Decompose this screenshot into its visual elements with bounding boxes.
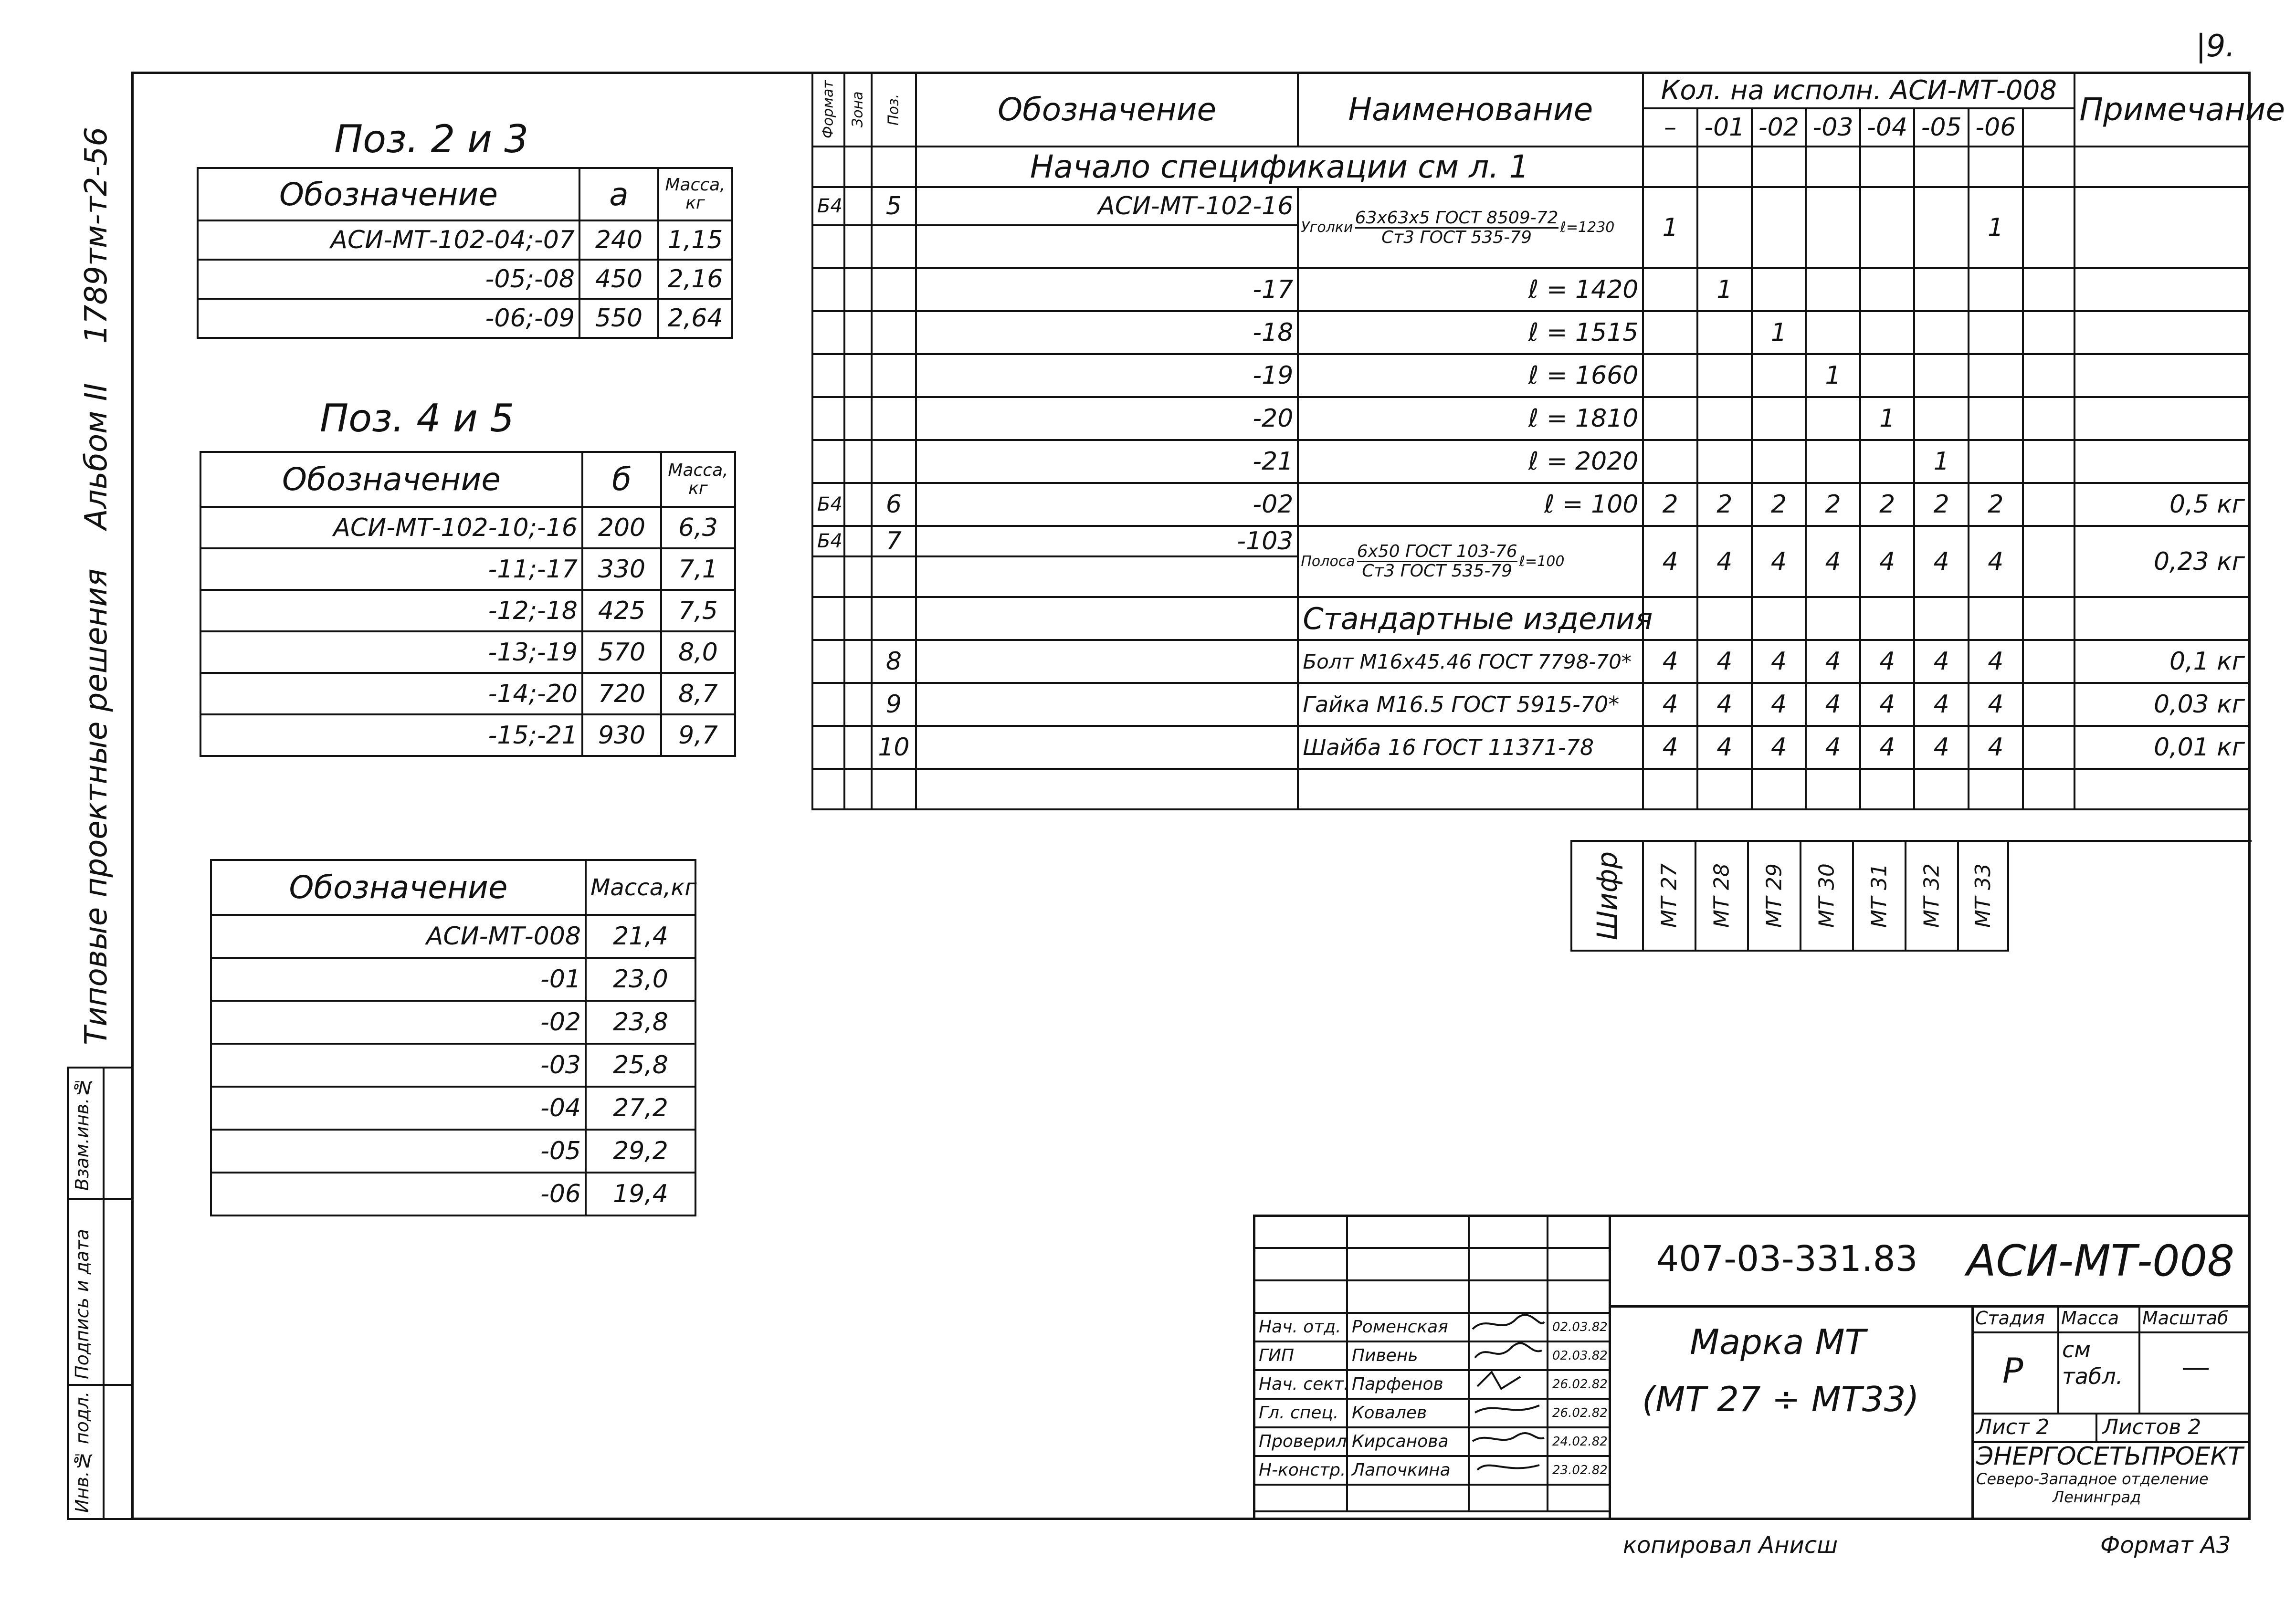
- table-cell: 19,4: [586, 1173, 695, 1215]
- spec-name-strip: [1298, 526, 1643, 597]
- cipher-cell: МТ 33: [1958, 841, 2008, 951]
- qty-cell: [1860, 268, 1915, 311]
- table-cell: 200: [582, 507, 661, 548]
- qty-cell: 4: [1860, 683, 1915, 726]
- signatures-svg: [1468, 1310, 1547, 1482]
- table-cell: -11;-17: [200, 548, 582, 590]
- qty-cell: [1643, 397, 1697, 440]
- qty-cell: 4: [1969, 526, 2023, 597]
- table-cell: 2,16: [658, 260, 732, 299]
- spec-length: ℓ = 1810: [1298, 397, 1643, 440]
- signer-role: Проверил: [1254, 1427, 1347, 1456]
- spec-note: 0,23 кг: [2074, 526, 2250, 597]
- qty-cell: 4: [1969, 640, 2023, 683]
- exec-header: -01: [1697, 108, 1752, 147]
- qty-cell: [1806, 440, 1860, 483]
- col-qty: Кол. на исполн. АСИ-МТ-008: [1643, 73, 2074, 108]
- cipher-cell: МТ 32: [1906, 841, 1958, 951]
- spec-pos: 6: [872, 483, 916, 526]
- table-cell: АСИ-МТ-102-04;-07: [198, 220, 579, 260]
- qty-cell: 4: [1752, 526, 1806, 597]
- spec-length: ℓ = 1515: [1298, 311, 1643, 354]
- spec-name-top: 6х50 ГОСТ 103-76: [1357, 542, 1517, 561]
- col-zone: Зона: [844, 73, 872, 147]
- title-line-1: Марка МТ: [1690, 1322, 1866, 1362]
- cipher-cell: МТ 27: [1643, 841, 1695, 951]
- signer-name: Роменская: [1347, 1313, 1469, 1341]
- signer-date: 24.02.82: [1548, 1427, 1610, 1456]
- qty-cell: 4: [1914, 683, 1969, 726]
- col-name: Наименование: [1298, 73, 1643, 147]
- table-cell: -13;-19: [200, 631, 582, 673]
- qty-cell: 4: [1969, 683, 2023, 726]
- spec-pos: 8: [872, 640, 916, 683]
- qty-cell: [1860, 187, 1915, 268]
- signer-role: Нач. сект.: [1254, 1370, 1347, 1399]
- signer-date: 26.02.82: [1548, 1370, 1610, 1399]
- table-cell: 29,2: [586, 1130, 695, 1173]
- cipher-cell: МТ 30: [1801, 841, 1853, 951]
- qty-cell: 4: [1860, 726, 1915, 769]
- table-pos45: [200, 451, 736, 757]
- qty-cell: [1969, 354, 2023, 397]
- qty-cell: [1914, 311, 1969, 354]
- table-cell: 720: [582, 673, 661, 714]
- spec-note: 0,03 кг: [2074, 683, 2250, 726]
- qty-cell: [1860, 354, 1915, 397]
- header-mass: Масса,кг: [586, 860, 695, 915]
- table-cell: 21,4: [586, 915, 695, 958]
- signer-role: ГИП: [1254, 1341, 1347, 1370]
- margin-label-sign: Подпись и дата: [72, 1229, 93, 1379]
- spec-designation: -19: [916, 354, 1298, 397]
- table-cell: -03: [211, 1044, 586, 1087]
- qty-cell: 4: [1914, 726, 1969, 769]
- qty-cell: 4: [1806, 683, 1860, 726]
- qty-cell: 1: [1697, 268, 1752, 311]
- spec-designation: -17: [916, 268, 1298, 311]
- header-designation: Обозначение: [198, 168, 579, 220]
- qty-cell: 4: [1697, 726, 1752, 769]
- cipher-cell: МТ 29: [1748, 841, 1801, 951]
- sheet-count: Листов 2: [2103, 1415, 2201, 1439]
- spec-std-name: Шайба 16 ГОСТ 11371-78: [1298, 726, 1643, 769]
- spec-designation: -20: [916, 397, 1298, 440]
- exec-header: -03: [1806, 108, 1860, 147]
- qty-cell: [1969, 311, 2023, 354]
- qty-cell: 1: [1806, 354, 1860, 397]
- qty-cell: 4: [1806, 726, 1860, 769]
- header-b: б: [582, 452, 661, 507]
- spec-name-length: ℓ=1230: [1560, 219, 1615, 236]
- table-cell: -02: [211, 1001, 586, 1044]
- col-pos: Поз.: [872, 73, 916, 147]
- qty-cell: [1752, 268, 1806, 311]
- table-cell: -06;-09: [198, 299, 579, 338]
- spec-note: 0,5 кг: [2074, 483, 2250, 526]
- stage-label: Стадия: [1975, 1308, 2045, 1329]
- qty-cell: [1697, 440, 1752, 483]
- mass-label: Масса: [2061, 1308, 2119, 1329]
- cipher-cell: МТ 28: [1695, 841, 1748, 951]
- col-designation: Обозначение: [916, 73, 1298, 147]
- spec-table: [811, 72, 2285, 810]
- sheet-number: Лист 2: [1976, 1415, 2050, 1439]
- spec-name-prefix: Уголки: [1301, 219, 1353, 236]
- table-cell: -05;-08: [198, 260, 579, 299]
- org-city: Ленинград: [2053, 1488, 2141, 1506]
- table-mass: [210, 859, 696, 1216]
- qty-cell: [1969, 440, 2023, 483]
- qty-cell: [1752, 440, 1806, 483]
- scale-label: Масштаб: [2142, 1308, 2229, 1329]
- qty-cell: [1860, 311, 1915, 354]
- qty-cell: 2: [1969, 483, 2023, 526]
- cipher-label: Шифр: [1571, 841, 1643, 951]
- spec-length: ℓ = 100: [1298, 483, 1643, 526]
- table-cell: 450: [579, 260, 658, 299]
- title-line-2: (МТ 27 ÷ МТ33): [1642, 1379, 1919, 1419]
- qty-cell: [1806, 397, 1860, 440]
- title-block-signers: [1253, 1215, 1611, 1512]
- signer-role: Гл. спец.: [1254, 1399, 1347, 1427]
- org-division: Северо-Западное отделение: [1976, 1470, 2209, 1488]
- header-mass: Масса, кг: [658, 168, 732, 220]
- spec-start-note: Начало спецификации см л. 1: [916, 147, 1643, 187]
- side-album: Альбом II: [79, 383, 114, 530]
- org-name: ЭНЕРГОСЕТЬПРОЕКТ: [1976, 1442, 2243, 1471]
- cipher-table: [1570, 840, 2252, 952]
- qty-cell: [1969, 268, 2023, 311]
- qty-cell: [1752, 187, 1806, 268]
- qty-cell: 4: [1806, 526, 1860, 597]
- spec-designation: АСИ-МТ-102-16: [916, 187, 1298, 225]
- signer-name: Кирсанова: [1347, 1427, 1469, 1456]
- spec-designation: -18: [916, 311, 1298, 354]
- spec-length: ℓ = 2020: [1298, 440, 1643, 483]
- spec-length: ℓ = 1420: [1298, 268, 1643, 311]
- spec-std-name: Гайка М16.5 ГОСТ 5915-70*: [1298, 683, 1643, 726]
- spec-designation: -02: [916, 483, 1298, 526]
- qty-cell: 1: [1643, 187, 1697, 268]
- cipher-cell: МТ 31: [1853, 841, 1906, 951]
- qty-cell: 4: [1752, 640, 1806, 683]
- table-cell: 23,8: [586, 1001, 695, 1044]
- spec-designation: -103: [916, 526, 1298, 556]
- qty-cell: [1752, 354, 1806, 397]
- exec-header: -05: [1914, 108, 1969, 147]
- qty-cell: [1643, 440, 1697, 483]
- footer-copied: копировал Анисш: [1623, 1532, 1838, 1559]
- caption-pos45: Поз. 4 и 5: [320, 396, 515, 440]
- table-cell: -01: [211, 958, 586, 1001]
- table-cell: 7,1: [661, 548, 735, 590]
- spec-name-prefix: Полоса: [1301, 553, 1355, 570]
- qty-cell: 4: [1752, 683, 1806, 726]
- col-note: Примечание: [2074, 73, 2250, 147]
- qty-cell: 4: [1643, 526, 1697, 597]
- doc-code: АСИ-МТ-008: [1967, 1236, 2235, 1286]
- spec-pos: 7: [872, 526, 916, 556]
- signer-name: Парфенов: [1347, 1370, 1469, 1399]
- qty-cell: [1697, 187, 1752, 268]
- spec-pos: 10: [872, 726, 916, 769]
- qty-cell: [1643, 354, 1697, 397]
- table-cell: 550: [579, 299, 658, 338]
- signature-mark: [1477, 1372, 1520, 1389]
- table-cell: -04: [211, 1087, 586, 1130]
- table-cell: 23,0: [586, 958, 695, 1001]
- qty-cell: 4: [1914, 640, 1969, 683]
- qty-cell: [1914, 187, 1969, 268]
- standard-heading: Стандартные изделия: [1298, 597, 1643, 640]
- signer-name: Лапочкина: [1347, 1456, 1469, 1485]
- signer-name: Ковалев: [1347, 1399, 1469, 1427]
- qty-cell: 1: [1969, 187, 2023, 268]
- table-pos23: [197, 167, 733, 339]
- qty-cell: [1806, 268, 1860, 311]
- qty-cell: [1806, 311, 1860, 354]
- caption-pos23: Поз. 2 и 3: [334, 117, 529, 161]
- signer-name: Пивень: [1347, 1341, 1469, 1370]
- table-cell: 27,2: [586, 1087, 695, 1130]
- spec-format: Б4: [812, 526, 844, 556]
- spec-pos: 9: [872, 683, 916, 726]
- qty-cell: 2: [1643, 483, 1697, 526]
- qty-cell: 4: [1697, 640, 1752, 683]
- table-cell: -06: [211, 1173, 586, 1215]
- table-cell: -15;-21: [200, 714, 582, 756]
- qty-cell: [1969, 397, 2023, 440]
- margin-label-replace: Взам.инв.№: [72, 1077, 93, 1191]
- table-cell: 7,5: [661, 590, 735, 631]
- signer-role: Н-констр.: [1254, 1456, 1347, 1485]
- qty-cell: 4: [1697, 526, 1752, 597]
- qty-cell: 4: [1752, 726, 1806, 769]
- table-cell: 330: [582, 548, 661, 590]
- table-cell: 9,7: [661, 714, 735, 756]
- table-cell: 6,3: [661, 507, 735, 548]
- signature-mark: [1477, 1465, 1539, 1470]
- qty-cell: [1806, 187, 1860, 268]
- table-cell: 25,8: [586, 1044, 695, 1087]
- exec-header: -06: [1969, 108, 2023, 147]
- spec-note: 0,01 кг: [2074, 726, 2250, 769]
- spec-name-length: ℓ=100: [1519, 553, 1565, 570]
- qty-cell: [1697, 397, 1752, 440]
- spec-length: ℓ = 1660: [1298, 354, 1643, 397]
- signer-role: Нач. отд.: [1254, 1313, 1347, 1341]
- qty-cell: [1697, 311, 1752, 354]
- table-cell: 2,64: [658, 299, 732, 338]
- header-mass: Масса, кг: [661, 452, 735, 507]
- signature-mark: [1473, 1315, 1544, 1329]
- mass-value: см табл.: [2062, 1337, 2123, 1389]
- table-cell: 1,15: [658, 220, 732, 260]
- table-cell: 930: [582, 714, 661, 756]
- qty-cell: 2: [1914, 483, 1969, 526]
- stage-value: Р: [2002, 1351, 2023, 1391]
- signer-date: 02.03.82: [1548, 1313, 1610, 1341]
- table-cell: АСИ-МТ-102-10;-16: [200, 507, 582, 548]
- qty-cell: 2: [1697, 483, 1752, 526]
- signer-date: 26.02.82: [1548, 1399, 1610, 1427]
- qty-cell: 4: [1643, 640, 1697, 683]
- qty-cell: [1914, 268, 1969, 311]
- qty-cell: 2: [1860, 483, 1915, 526]
- qty-cell: [1643, 268, 1697, 311]
- table-cell: 8,7: [661, 673, 735, 714]
- qty-cell: 4: [1643, 726, 1697, 769]
- side-code: 1789тм-т2-56: [79, 126, 114, 344]
- table-cell: 8,0: [661, 631, 735, 673]
- header-a: а: [579, 168, 658, 220]
- header-designation: Обозначение: [200, 452, 582, 507]
- qty-cell: [1914, 354, 1969, 397]
- qty-cell: [1752, 397, 1806, 440]
- qty-cell: 4: [1806, 640, 1860, 683]
- spec-name-bottom: Ст3 ГОСТ 535-79: [1362, 561, 1513, 581]
- qty-cell: 2: [1752, 483, 1806, 526]
- qty-cell: 1: [1860, 397, 1915, 440]
- qty-cell: [1860, 440, 1915, 483]
- qty-cell: 4: [1969, 726, 2023, 769]
- qty-cell: 1: [1914, 440, 1969, 483]
- qty-cell: 4: [1697, 683, 1752, 726]
- qty-cell: 4: [1914, 526, 1969, 597]
- qty-cell: [1914, 397, 1969, 440]
- signature-mark: [1475, 1343, 1542, 1358]
- table-cell: АСИ-МТ-008: [211, 915, 586, 958]
- spec-name-top: 63х63х5 ГОСТ 8509-72: [1355, 208, 1558, 228]
- spec-note: 0,1 кг: [2074, 640, 2250, 683]
- doc-number: 407-03-331.83: [1656, 1238, 1918, 1279]
- signer-date: 23.02.82: [1548, 1456, 1610, 1485]
- header-designation: Обозначение: [211, 860, 586, 915]
- signature-mark: [1473, 1433, 1544, 1441]
- qty-cell: 1: [1752, 311, 1806, 354]
- table-cell: 425: [582, 590, 661, 631]
- page-number: |9.: [2196, 29, 2235, 64]
- margin-label-inv: Инв.№ подл.: [72, 1391, 93, 1513]
- spec-name-bottom: Ст3 ГОСТ 535-79: [1381, 227, 1532, 247]
- footer-format: Формат А3: [2100, 1532, 2231, 1559]
- signature-mark: [1475, 1405, 1539, 1413]
- spec-std-name: Болт М16х45.46 ГОСТ 7798-70*: [1298, 640, 1643, 683]
- qty-cell: [1643, 311, 1697, 354]
- table-cell: 570: [582, 631, 661, 673]
- qty-cell: 4: [1643, 683, 1697, 726]
- qty-cell: 2: [1806, 483, 1860, 526]
- qty-cell: 4: [1860, 526, 1915, 597]
- spec-format: Б4: [812, 187, 844, 225]
- scale-value: —: [2181, 1351, 2210, 1384]
- exec-header: -04: [1860, 108, 1915, 147]
- col-format: Формат: [812, 73, 844, 147]
- table-cell: -12;-18: [200, 590, 582, 631]
- spec-name-angles: [1298, 187, 1643, 268]
- spec-pos: 5: [872, 187, 916, 225]
- signer-date: 02.03.82: [1548, 1341, 1610, 1370]
- qty-cell: [1697, 354, 1752, 397]
- table-cell: -14;-20: [200, 673, 582, 714]
- side-revision: Типовые проектные решения: [79, 568, 114, 1045]
- qty-cell: 4: [1860, 640, 1915, 683]
- spec-format: Б4: [812, 483, 844, 526]
- spec-designation: -21: [916, 440, 1298, 483]
- table-cell: 240: [579, 220, 658, 260]
- exec-header: -02: [1752, 108, 1806, 147]
- exec-header: –: [1643, 108, 1697, 147]
- table-cell: -05: [211, 1130, 586, 1173]
